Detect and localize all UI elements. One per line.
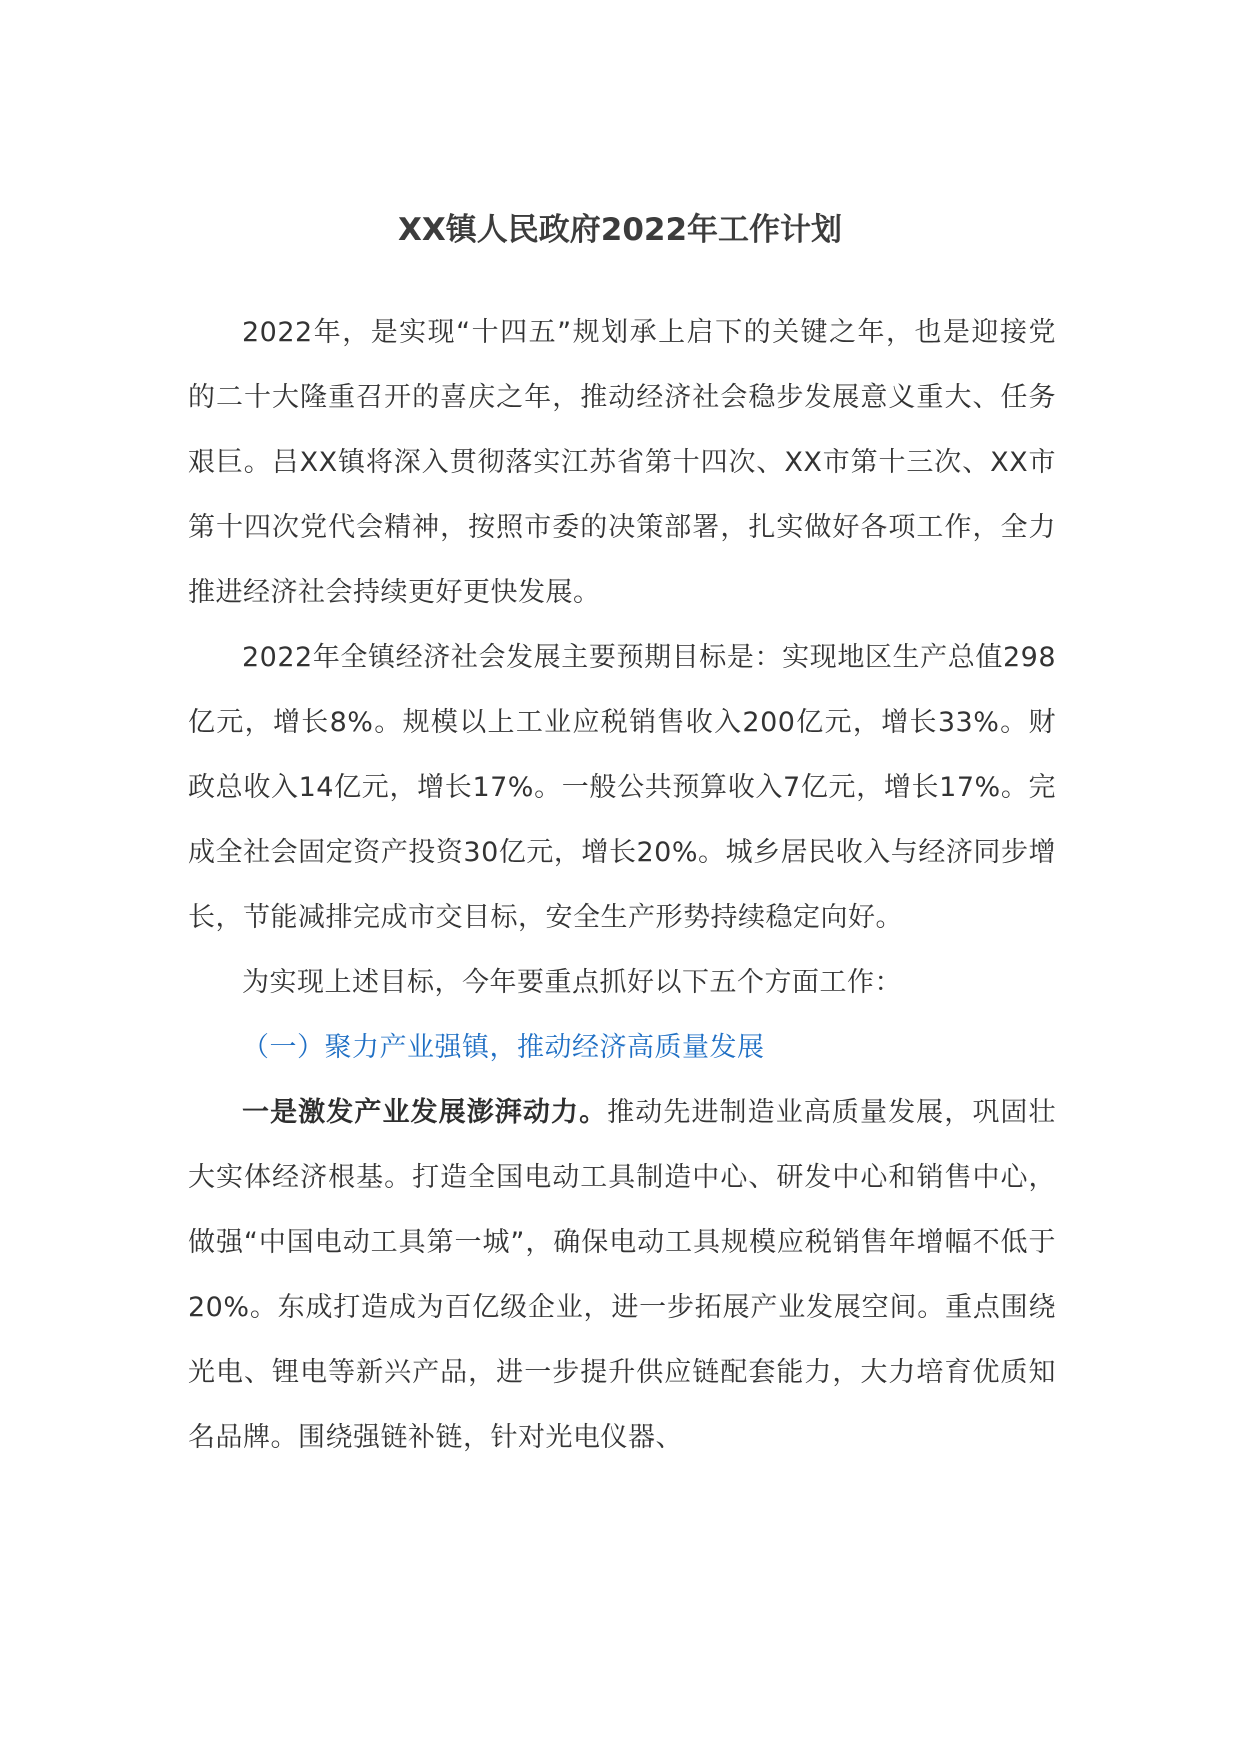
intro-paragraph: 2022年，是实现“十四五”规划承上启下的关键之年，也是迎接党的二十大隆重召开的喜庆之年，推动经济社会稳步发展意义重大、任务艰巨。吕XX镇将深入贯彻落实江苏省第十四次、XX市第十三次、XX市第十四次党代会精神，按照市委的决策部署，扎实做好各项工作，全力推进经济社会持续更好更快发展。 <box>188 317 1056 608</box>
tasks-intro-paragraph: 为实现上述目标，今年要重点抓好以下五个方面工作： <box>242 967 902 998</box>
document-title: XX镇人民政府2022年工作计划 <box>397 212 843 248</box>
section-paragraph <box>188 1080 1056 1470</box>
section-lead-text: 一是激发产业发展澎湃动力。 <box>242 1097 608 1128</box>
targets-paragraph: 2022年全镇经济社会发展主要预期目标是：实现地区生产总值298亿元，增长8%。规模以上工业应税销售收入200亿元，增长33%。财政总收入14亿元，增长17%。一般公共预算收入7亿元，增长17%。完成全社会固定资产投资30亿元，增长20%。城乡居民收入与经济同步增长，节能减排完成市交目标，安全生产形势持续稳定向好。 <box>188 642 1056 933</box>
document-body <box>188 300 1056 1470</box>
section-heading: （一）聚力产业强镇，推动经济高质量发展 <box>242 1032 765 1063</box>
section-body-text: 推动先进制造业高质量发展，巩固壮大实体经济根基。打造全国电动工具制造中心、研发中心和销售中心，做强“中国电动工具第一城”，确保电动工具规模应税销售年增幅不低于20%。东成打造成为百亿级企业，进一步拓展产业发展空间。重点围绕光电、锂电等新兴产品，进一步提升供应链配套能力，大力培育优质知名品牌。围绕强链补链，针对光电仪器、 <box>188 1097 1057 1453</box>
